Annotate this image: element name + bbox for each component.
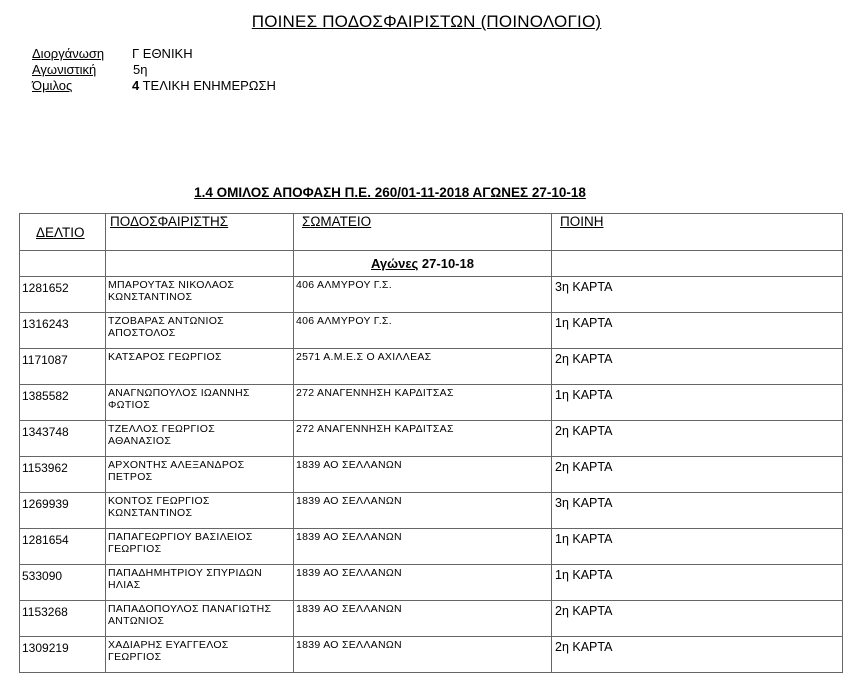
player-name-line2: ΚΩΝΣΤΑΝΤΙΝΟΣ: [108, 507, 193, 519]
deltio-cell: 1281652: [20, 277, 106, 313]
player-name-line2: ΗΛΙΑΣ: [108, 579, 141, 591]
player-name-line2: ΑΝΤΩΝΙΟΣ: [108, 615, 165, 627]
player-name-line1: ΑΝΑΓΝΩΠΟΥΛΟΣ ΙΩΑΝΝΗΣ: [108, 387, 250, 399]
section-heading: 1.4 ΟΜΙΛΟΣ ΑΠΟΦΑΣΗ Π.Ε. 260/01-11-2018 ΑΓΩΝΕΣ 27-10-18: [194, 185, 586, 200]
deltio-cell: 1316243: [20, 313, 106, 349]
empty-cell: [20, 251, 106, 277]
player-name-line2: ΑΘΑΝΑΣΙΟΣ: [108, 435, 172, 447]
penalty-cell: 2η ΚΑΡΤΑ: [552, 637, 843, 673]
matches-date: 27-10-18: [418, 256, 474, 271]
penalty-cell: 2η ΚΑΡΤΑ: [552, 601, 843, 637]
table-row: [20, 493, 843, 529]
meta-row-group: [32, 78, 276, 94]
player-name-line2: ΑΠΟΣΤΟΛΟΣ: [108, 327, 176, 339]
table-row: [20, 529, 843, 565]
penalty-cell: 1η ΚΑΡΤΑ: [552, 529, 843, 565]
player-cell: [106, 385, 294, 421]
player-name-line2: ΓΕΩΡΓΙΟΣ: [108, 651, 162, 663]
table-row: [20, 601, 843, 637]
deltio-cell: 1269939: [20, 493, 106, 529]
player-cell: [106, 637, 294, 673]
meta-value: [132, 78, 276, 94]
club-cell: 1839 ΑΟ ΣΕΛΛΑΝΩΝ: [294, 565, 552, 601]
column-header-club: ΣΩΜΑΤΕΙΟ: [294, 214, 552, 251]
player-cell: [106, 493, 294, 529]
column-header-deltio: ΔΕΛΤΙΟ: [20, 214, 106, 251]
player-name-line1: ΤΖΕΛΛΟΣ ΓΕΩΡΓΙΟΣ: [108, 423, 216, 435]
player-cell: [106, 565, 294, 601]
table-row: [20, 349, 843, 385]
matches-date-row: [20, 251, 843, 277]
player-cell: [106, 313, 294, 349]
penalty-cell: 3η ΚΑΡΤΑ: [552, 277, 843, 313]
club-cell: 1839 ΑΟ ΣΕΛΛΑΝΩΝ: [294, 493, 552, 529]
penalty-cell: 1η ΚΑΡΤΑ: [552, 313, 843, 349]
matches-label: Αγώνες: [371, 256, 419, 271]
table-header-row: [20, 214, 843, 251]
meta-group-number: 4: [132, 78, 140, 93]
player-name-line1: ΠΑΠΑΔΗΜΗΤΡΙΟΥ ΣΠΥΡΙΔΩΝ: [108, 567, 263, 579]
penalty-cell: 2η ΚΑΡΤΑ: [552, 421, 843, 457]
column-header-penalty: ΠΟΙΝΗ: [552, 214, 843, 251]
player-name-line1: ΠΑΠΑΓΕΩΡΓΙΟΥ ΒΑΣΙΛΕΙΟΣ: [108, 531, 253, 543]
club-cell: 406 ΑΛΜΥΡΟΥ Γ.Σ.: [294, 277, 552, 313]
empty-cell: [552, 251, 843, 277]
club-cell: 1839 ΑΟ ΣΕΛΛΑΝΩΝ: [294, 529, 552, 565]
deltio-cell: 1309219: [20, 637, 106, 673]
player-name-line1: ΧΑΔΙΑΡΗΣ ΕΥΑΓΓΕΛΟΣ: [108, 639, 229, 651]
player-name-line1: ΑΡΧΟΝΤΗΣ ΑΛΕΞΑΝΔΡΟΣ: [108, 459, 245, 471]
table-row: [20, 565, 843, 601]
player-name-line1: ΜΠΑΡΟΥΤΑΣ ΝΙΚΟΛΑΟΣ: [108, 279, 235, 291]
document-title: ΠΟΙΝΕΣ ΠΟΔΟΣΦΑΙΡΙΣΤΩΝ (ΠΟΙΝΟΛΟΓΙΟ): [251, 12, 602, 31]
deltio-cell: 1343748: [20, 421, 106, 457]
player-name-line2: ΓΕΩΡΓΙΟΣ: [108, 543, 162, 555]
player-cell: [106, 277, 294, 313]
player-name-line1: ΚΑΤΣΑΡΟΣ ΓΕΩΡΓΙΟΣ: [108, 351, 222, 363]
deltio-cell: 533090: [20, 565, 106, 601]
table-row: [20, 421, 843, 457]
deltio-cell: 1153962: [20, 457, 106, 493]
player-cell: [106, 529, 294, 565]
club-cell: 2571 Α.Μ.Ε.Σ Ο ΑΧΙΛΛΕΑΣ: [294, 349, 552, 385]
table-row: [20, 385, 843, 421]
table-row: [20, 277, 843, 313]
club-cell: 272 ΑΝΑΓΕΝΝΗΣΗ ΚΑΡΔΙΤΣΑΣ: [294, 385, 552, 421]
meta-row-competition: [32, 46, 276, 62]
player-name-line1: ΤΖΟΒΑΡΑΣ ΑΝΤΩΝΙΟΣ: [108, 315, 224, 327]
player-cell: [106, 601, 294, 637]
meta-label: Όμιλος: [32, 78, 73, 93]
club-cell: 1839 ΑΟ ΣΕΛΛΑΝΩΝ: [294, 637, 552, 673]
table-row: [20, 313, 843, 349]
table-row: [20, 457, 843, 493]
deltio-cell: 1171087: [20, 349, 106, 385]
meta-block: [32, 46, 276, 94]
meta-label: Διοργάνωση: [32, 46, 105, 61]
penalty-cell: 1η ΚΑΡΤΑ: [552, 565, 843, 601]
table-row: [20, 637, 843, 673]
player-cell: [106, 421, 294, 457]
column-header-player: ΠΟΔΟΣΦΑΙΡΙΣΤΗΣ: [106, 214, 294, 251]
club-cell: 1839 ΑΟ ΣΕΛΛΑΝΩΝ: [294, 601, 552, 637]
player-name-line2: ΚΩΝΣΤΑΝΤΙΝΟΣ: [108, 291, 193, 303]
matches-date-cell: [294, 251, 552, 277]
meta-group-text: ΤΕΛΙΚΗ ΕΝΗΜΕΡΩΣΗ: [139, 78, 276, 93]
penalty-cell: 2η ΚΑΡΤΑ: [552, 349, 843, 385]
meta-value: 5η: [133, 62, 148, 77]
penalties-table: [19, 213, 843, 673]
deltio-cell: 1281654: [20, 529, 106, 565]
empty-cell: [106, 251, 294, 277]
club-cell: 272 ΑΝΑΓΕΝΝΗΣΗ ΚΑΡΔΙΤΣΑΣ: [294, 421, 552, 457]
penalty-cell: 2η ΚΑΡΤΑ: [552, 457, 843, 493]
meta-label: Αγωνιστική: [32, 62, 97, 77]
player-cell: [106, 457, 294, 493]
club-cell: 1839 ΑΟ ΣΕΛΛΑΝΩΝ: [294, 457, 552, 493]
penalty-cell: 3η ΚΑΡΤΑ: [552, 493, 843, 529]
player-name-line2: ΠΕΤΡΟΣ: [108, 471, 153, 483]
deltio-cell: 1385582: [20, 385, 106, 421]
meta-row-matchday: [32, 62, 276, 78]
player-name-line2: ΦΩΤΙΟΣ: [108, 399, 151, 411]
player-name-line1: ΚΟΝΤΟΣ ΓΕΩΡΓΙΟΣ: [108, 495, 210, 507]
penalty-cell: 1η ΚΑΡΤΑ: [552, 385, 843, 421]
meta-value: Γ ΕΘΝΙΚΗ: [132, 46, 193, 61]
player-name-line1: ΠΑΠΑΔΟΠΟΥΛΟΣ ΠΑΝΑΓΙΩΤΗΣ: [108, 603, 272, 615]
deltio-cell: 1153268: [20, 601, 106, 637]
club-cell: 406 ΑΛΜΥΡΟΥ Γ.Σ.: [294, 313, 552, 349]
player-cell: [106, 349, 294, 385]
